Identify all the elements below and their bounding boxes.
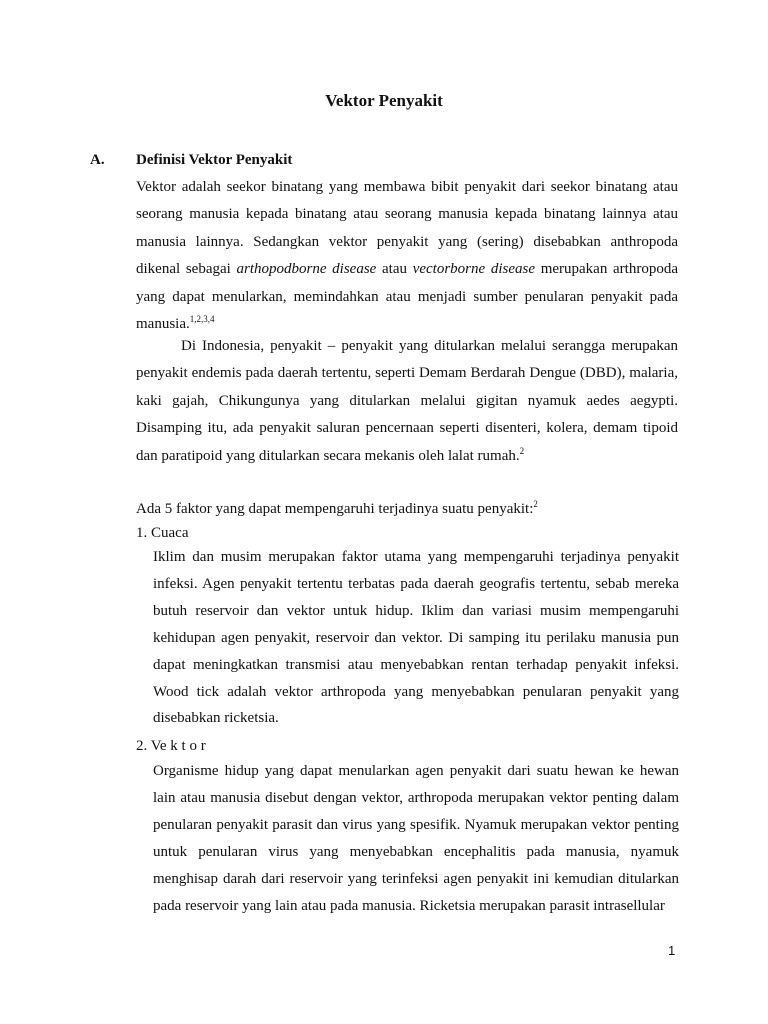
paragraph-factors-intro [136, 496, 678, 523]
page-number: 1 [668, 943, 676, 958]
citation-superscript: 1,2,3,4 [189, 314, 215, 325]
italic-term: vectorborne disease [412, 261, 536, 278]
paragraph-text: merupakan arthropoda yang dapat menularkan, memindahkan atau menjadi sumber penularan penyakit pada manusia. [136, 261, 678, 333]
paragraph-text: Ada 5 faktor yang dapat mempengaruhi terjadinya suatu penyakit: [136, 501, 534, 517]
list-item-text: Iklim dan musim merupakan faktor utama yang mempengaruhi terjadinya penyakit infeksi. Agen penyakit tertentu terbatas pada daerah geografis tertentu, sebab mereka butuh reservoir dan vektor untuk hidup. Iklim dan variasi musim mempengaruhi kehidupan agen penyakit, reservoir dan vektor. Di samping itu perilaku manusia pun dapat meningkatkan transmisi atau menyebabkan rentan terhadap penyakit infeksi. Wood tick adalah vektor arthropoda yang menyebabkan penularan penyakit yang disebabkan ricketsia. [153, 549, 679, 727]
document-title: Vektor Penyakit [325, 91, 443, 110]
paragraph-text: Vektor adalah seekor binatang yang membawa bibit penyakit dari seekor binatang atau seorang manusia kepada binatang atau seorang manusia kepada binatang lainnya atau manusia lainnya. Sedangkan vektor penyakit yang (sering) disebabkan anthropoda dikenal sebagai [136, 179, 678, 278]
paragraph-text: Di Indonesia, penyakit – penyakit yang ditularkan melalui serangga merupakan penyakit endemis pada daerah tertentu, seperti Demam Berdarah Dengue (DBD), malaria, kaki gajah, Chikungunya yang ditularkan melalui gigitan nyamuk aedes aegypti. Disamping itu, ada penyakit saluran pencernaan seperti disenteri, kolera, demam tipoid dan paratipoid yang ditularkan secara mekanis oleh lalat rumah. [136, 338, 678, 464]
section-heading: Definisi Vektor Penyakit [136, 152, 293, 168]
italic-term: arthopodborne disease [236, 261, 377, 278]
list-item-text: Organisme hidup yang dapat menularkan agen penyakit dari suatu hewan ke hewan lain atau manusia disebut dengan vektor, arthropoda merupakan vektor penting dalam penularan penyakit parasit dan virus yang spesifik. Nyamuk merupakan vektor penting untuk penularan virus yang menyebabkan encephalitis pada manusia, nyamuk menghisap darah dari reservoir yang terinfeksi agen penyakit ini kemudian ditularkan pada reservoir yang lain atau pada manusia. Ricketsia merupakan parasit intrasellular [153, 763, 679, 914]
citation-superscript: 2 [519, 445, 525, 456]
paragraph-text: atau [376, 261, 413, 278]
citation-superscript: 2 [533, 499, 538, 509]
section-label: A. [90, 152, 105, 168]
paragraph-indonesia [136, 333, 678, 470]
list-item-label: 1. Cuaca [136, 525, 189, 541]
paragraph-definition [136, 174, 678, 338]
list-item-label: 2. Ve k t o r [136, 738, 206, 754]
